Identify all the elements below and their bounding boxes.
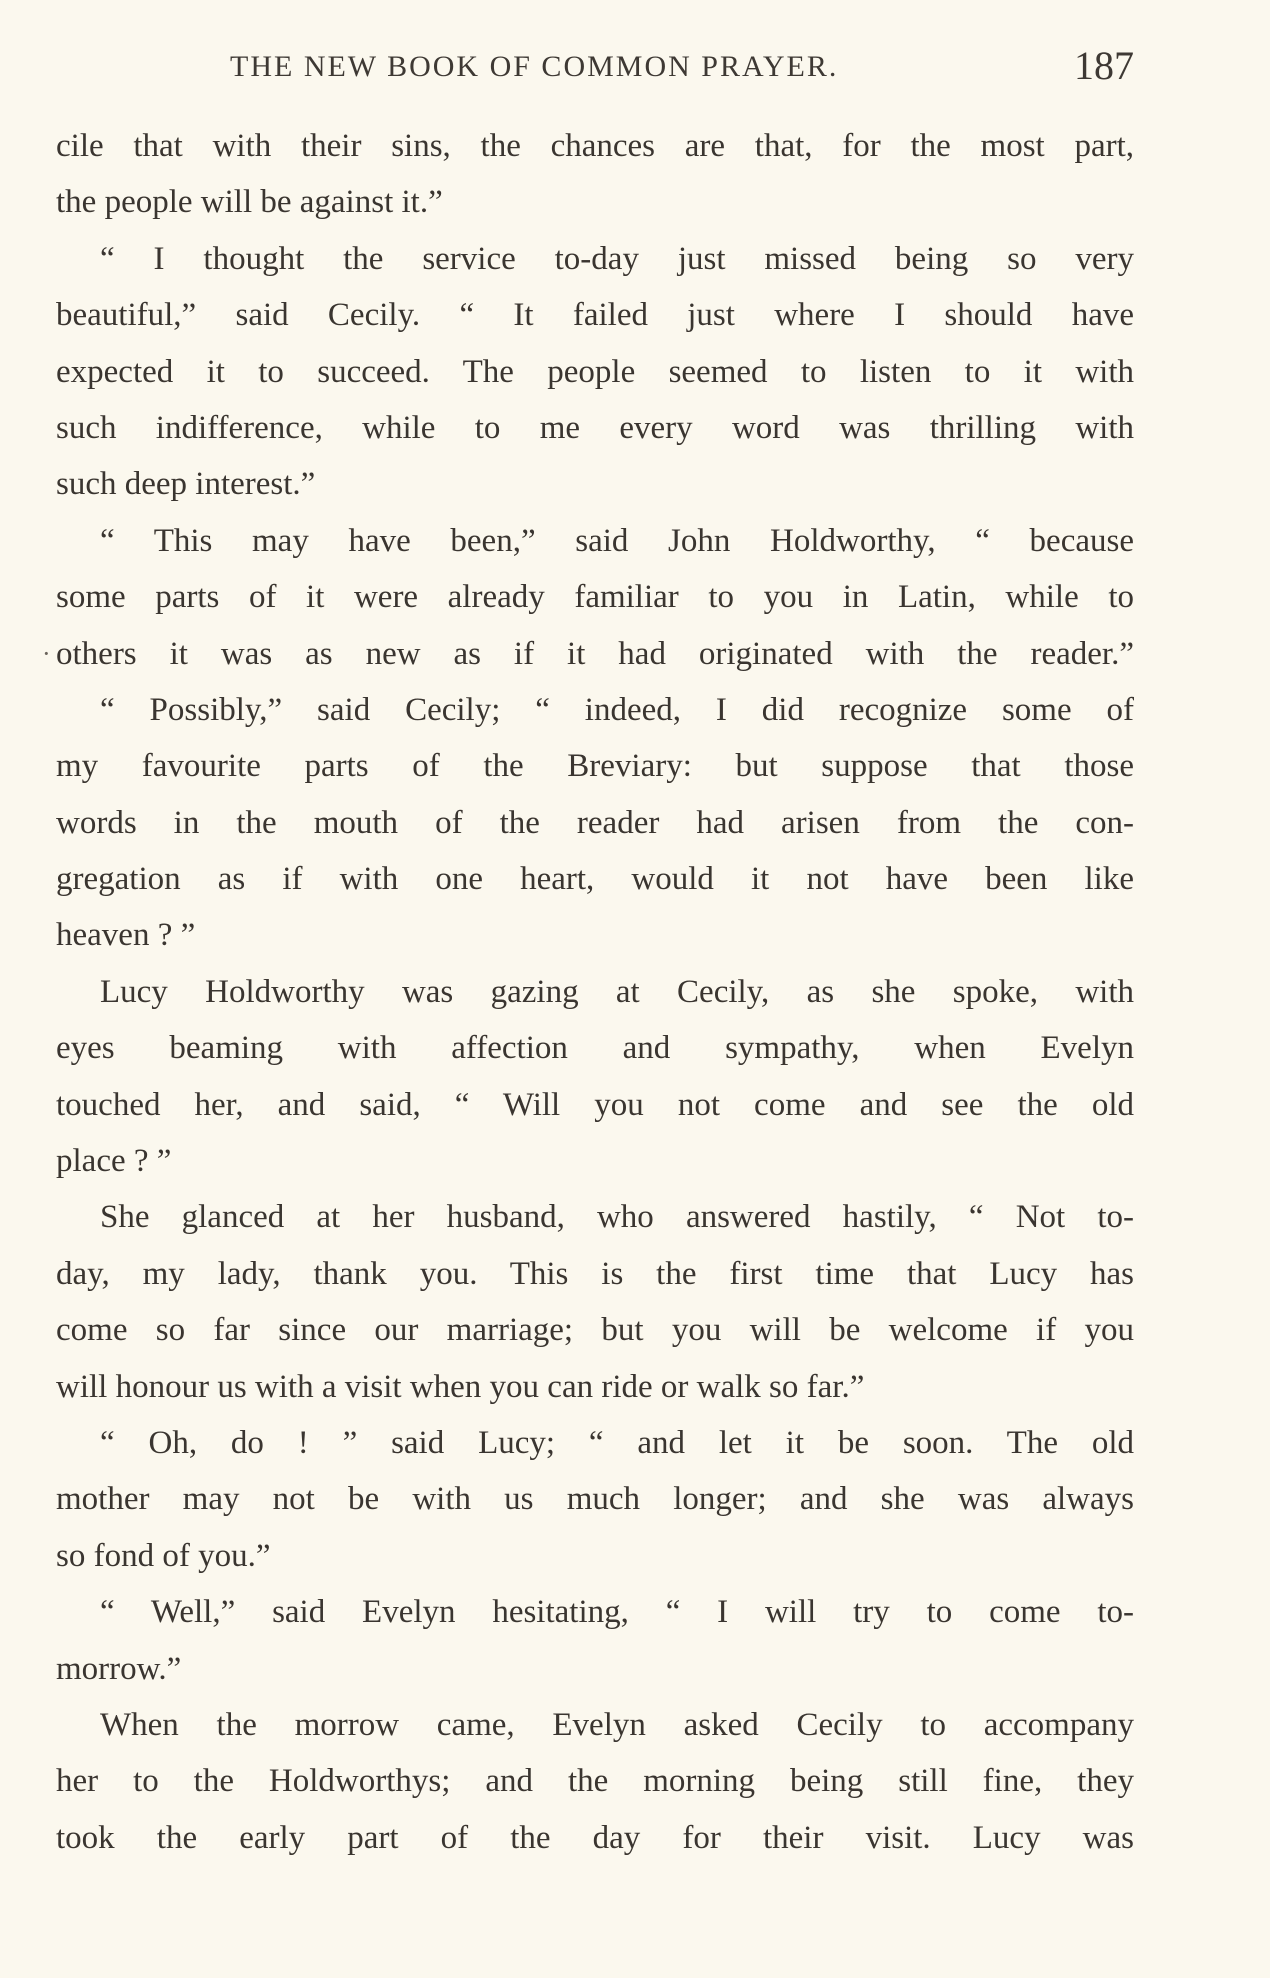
text-line: the people will be against it.” xyxy=(56,184,443,221)
text-line: her to the Holdworthys; and the morning being still fine, they xyxy=(56,1763,1134,1800)
text-line: She glanced at her husband, who answered hastily, “ Not to- xyxy=(100,1199,1134,1236)
text-line: others it was as new as if it had originated with the reader.” xyxy=(56,635,1134,672)
text-line: “ This may have been,” said John Holdworthy, “ because xyxy=(100,522,1134,559)
text-line: day, my lady, thank you. This is the first time that Lucy has xyxy=(56,1255,1134,1292)
running-title: THE NEW BOOK OF COMMON PRAYER. xyxy=(230,50,839,83)
text-line: Lucy Holdworthy was gazing at Cecily, as she spoke, with xyxy=(100,973,1134,1010)
text-line: took the early part of the day for their visit. Lucy was xyxy=(56,1819,1134,1856)
text-line: beautiful,” said Cecily. “ It failed just where I should have xyxy=(56,297,1134,334)
text-line: expected it to succeed. The people seemed to listen to it with xyxy=(56,353,1134,390)
text-line: some parts of it were already familiar to you in Latin, while to xyxy=(56,579,1134,616)
text-line: place ? ” xyxy=(56,1143,172,1180)
text-line: such deep interest.” xyxy=(56,466,316,503)
text-line: morrow.” xyxy=(56,1650,182,1687)
text-line: When the morrow came, Evelyn asked Cecily to accompany xyxy=(100,1706,1134,1743)
text-line: my favourite parts of the Breviary: but suppose that those xyxy=(56,748,1134,785)
text-line: touched her, and said, “ Will you not come and see the old xyxy=(56,1086,1134,1123)
page-number: 187 xyxy=(1074,43,1134,88)
text-line: “ I thought the service to-day just missed being so very xyxy=(100,240,1134,277)
text-line: “ Possibly,” said Cecily; “ indeed, I did recognize some of xyxy=(100,691,1134,728)
text-line: “ Well,” said Evelyn hesitating, “ I will try to come to- xyxy=(100,1594,1134,1631)
text-line: gregation as if with one heart, would it not have been like xyxy=(56,861,1134,898)
text-line: words in the mouth of the reader had arisen from the con- xyxy=(56,804,1134,841)
text-line: will honour us with a visit when you can ride or walk so far.” xyxy=(56,1368,865,1405)
text-line: so fond of you.” xyxy=(56,1537,271,1574)
text-line: cile that with their sins, the chances are that, for the most part, xyxy=(56,128,1134,164)
text-line: come so far since our marriage; but you will be welcome if you xyxy=(56,1312,1134,1349)
body-text xyxy=(42,118,1134,1866)
text-line: “ Oh, do ! ” said Lucy; “ and let it be soon. The old xyxy=(100,1424,1134,1461)
margin-mark: · xyxy=(42,638,51,668)
text-line-with-margin-mark xyxy=(42,626,1134,682)
text-line: such indifference, while to me every word was thrilling with xyxy=(56,409,1134,446)
running-head xyxy=(56,42,1134,92)
text-line: heaven ? ” xyxy=(56,917,196,954)
text-line: eyes beaming with affection and sympathy, when Evelyn xyxy=(56,1030,1134,1067)
text-line: mother may not be with us much longer; and she was always xyxy=(56,1481,1134,1518)
